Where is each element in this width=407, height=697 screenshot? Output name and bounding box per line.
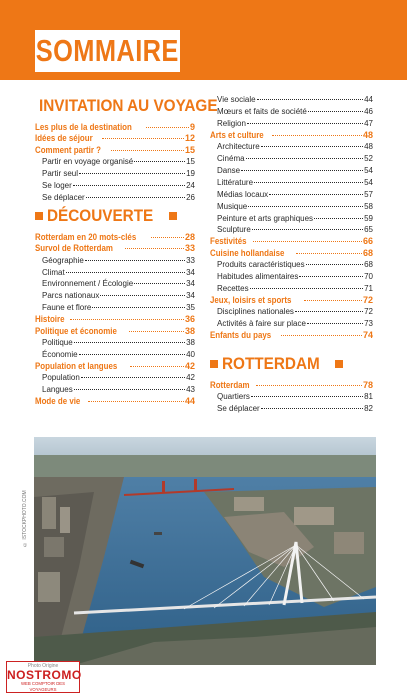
toc-leader-dots: [74, 342, 185, 343]
toc-entry-label: Population: [42, 373, 80, 383]
nostromo-stamp: [6, 661, 80, 693]
toc-subentry: [210, 259, 373, 271]
toc-page-number: 68: [364, 260, 373, 270]
toc-page-number: 74: [362, 330, 373, 341]
toc-page-number: 12: [184, 133, 195, 144]
toc-subentry: [210, 213, 373, 225]
toc-leader-dots: [252, 229, 363, 230]
toc-page-number: 72: [362, 294, 373, 305]
toc-section-heading: [35, 96, 218, 116]
toc-entry-label: Géographie: [42, 255, 84, 265]
toc-entry-label: Survol de Rotterdam: [35, 243, 113, 254]
toc-page-number: 40: [186, 349, 195, 359]
toc-entry-label: Se déplacer: [42, 192, 85, 202]
toc-leader-dots: [269, 194, 363, 195]
toc-leader-dots: [247, 123, 363, 124]
toc-page-number: 65: [364, 225, 373, 235]
toc-subentry: [35, 337, 195, 349]
toc-subentry: [35, 156, 195, 168]
toc-page-number: 34: [186, 291, 195, 301]
toc-entry: [210, 330, 373, 341]
toc-entry-label: Mode de vie: [35, 396, 81, 407]
toc-entry: [35, 396, 195, 407]
toc-subentry: [35, 180, 195, 192]
header-divider: [0, 80, 407, 82]
toc-entry-label: Quartiers: [217, 391, 250, 401]
toc-entry-label: Jeux, loisirs et sports: [210, 294, 292, 305]
toc-section-heading: [35, 206, 195, 226]
toc-page-number: 68: [362, 247, 373, 258]
toc-subentry: [35, 255, 195, 267]
toc-leader-dots: [74, 389, 185, 390]
toc-page-number: 15: [184, 144, 195, 155]
toc-entry-label: Se déplacer: [217, 403, 260, 413]
toc-leader-dots: [100, 295, 185, 296]
toc-entry-label: Environnement / Écologie: [42, 279, 134, 289]
square-bullet-icon: [335, 360, 343, 368]
toc-leader-dots: [102, 138, 184, 139]
toc-page-number: 70: [364, 272, 373, 282]
toc-leader-dots: [253, 241, 362, 242]
toc-page-number: 33: [186, 255, 195, 265]
toc-subentry: [210, 391, 373, 403]
aerial-photo: [34, 437, 376, 665]
toc-leader-dots: [129, 331, 184, 332]
toc-leader-dots: [248, 206, 363, 207]
toc-entry: [210, 295, 373, 306]
toc-leader-dots: [308, 111, 363, 112]
toc-left-column: [35, 94, 218, 407]
toc-page-number: 44: [184, 396, 195, 407]
toc-leader-dots: [151, 237, 184, 238]
toc-spacer: [210, 342, 373, 352]
toc-page-number: 38: [186, 338, 195, 347]
toc-page-number: 34: [186, 279, 195, 289]
toc-page-number: 42: [184, 360, 195, 371]
toc-page-number: 59: [364, 213, 373, 223]
toc-subentry: [35, 192, 195, 204]
toc-entry-label: Habitudes alimentaires: [217, 272, 299, 282]
toc-entry-label: Climat: [42, 267, 65, 277]
toc-right-column: [210, 94, 373, 415]
toc-subentry: [210, 201, 373, 213]
toc-entry-label: Partir seul: [42, 169, 79, 179]
toc-subentry: [210, 153, 373, 165]
toc-leader-dots: [306, 264, 364, 265]
toc-page-number: 46: [364, 106, 373, 116]
toc-entry-label: Langues: [42, 385, 73, 395]
toc-leader-dots: [261, 146, 363, 147]
toc-page-number: 28: [184, 231, 195, 242]
toc-entry: [35, 145, 195, 156]
toc-leader-dots: [314, 218, 363, 219]
toc-entry-label: Religion: [217, 118, 246, 128]
toc-leader-dots: [92, 307, 185, 308]
toc-entry-label: Arts et culture: [210, 129, 264, 140]
toc-entry-label: Mœurs et faits de société: [217, 106, 307, 116]
toc-leader-dots: [70, 319, 184, 320]
toc-leader-dots: [281, 335, 362, 336]
toc-entry-label: Disciplines nationales: [217, 307, 294, 317]
toc-page-number: 33: [184, 243, 195, 254]
toc-entry-label: Population et langues: [35, 360, 118, 371]
toc-entry-label: Architecture: [217, 142, 260, 152]
toc-leader-dots: [261, 408, 363, 409]
toc-entry-label: Idées de séjour: [35, 133, 93, 144]
toc-leader-dots: [73, 185, 185, 186]
toc-entry-label: Rotterdam en 20 mots-clés: [35, 231, 137, 242]
toc-subentry: [210, 189, 373, 201]
toc-leader-dots: [130, 366, 184, 367]
toc-page-number: 48: [364, 142, 373, 152]
toc-page-number: 71: [364, 284, 373, 293]
toc-entry-label: Peinture et arts graphiques: [217, 213, 314, 223]
toc-entry: [35, 133, 195, 144]
toc-leader-dots: [251, 396, 363, 397]
toc-subentry: [35, 384, 195, 396]
toc-subentry: [210, 106, 373, 118]
toc-entry: [35, 314, 195, 325]
toc-subentry: [210, 224, 373, 236]
toc-page-number: 48: [362, 129, 373, 140]
toc-page-number: 9: [189, 122, 195, 132]
toc-leader-dots: [88, 401, 184, 402]
toc-leader-dots: [79, 173, 185, 174]
toc-leader-dots: [146, 127, 189, 128]
toc-leader-dots: [254, 182, 363, 183]
toc-leader-dots: [257, 99, 364, 100]
square-bullet-icon: [169, 212, 177, 220]
toc-entry: [35, 122, 195, 133]
toc-leader-dots: [241, 170, 363, 171]
toc-entry-label: Festivités: [210, 236, 247, 247]
toc-leader-dots: [307, 323, 363, 324]
toc-leader-dots: [256, 385, 362, 386]
toc-subentry: [210, 177, 373, 189]
toc-page-number: 73: [364, 319, 373, 329]
toc-entry-label: Musique: [217, 201, 248, 211]
toc-leader-dots: [81, 377, 185, 378]
toc-entry: [210, 248, 373, 259]
toc-subentry: [210, 118, 373, 130]
toc-page-number: 43: [186, 385, 195, 395]
section-heading-label: ROTTERDAM: [222, 353, 320, 373]
aerial-photo-rotterdam-bridge-icon: [34, 437, 376, 665]
toc-page-number: 47: [364, 118, 373, 128]
toc-entry-label: Comment partir ?: [35, 144, 102, 155]
toc-subentry: [210, 94, 373, 106]
toc-entry-label: Histoire: [35, 314, 65, 325]
toc-entry-label: Partir en voyage organisé: [42, 157, 134, 167]
toc-leader-dots: [304, 300, 362, 301]
toc-entry-label: Littérature: [217, 177, 254, 187]
toc-leader-dots: [246, 158, 364, 159]
title-box: [35, 30, 180, 72]
toc-page-number: 38: [184, 325, 195, 336]
toc-leader-dots: [86, 197, 185, 198]
toc-subentry: [210, 141, 373, 153]
toc-entry-label: Les plus de la destination: [35, 122, 132, 132]
toc-page-number: 66: [362, 236, 373, 247]
toc-subentry: [210, 165, 373, 177]
toc-page-number: 15: [186, 157, 195, 167]
square-bullet-icon: [35, 212, 43, 220]
toc-page-number: 44: [364, 95, 373, 104]
toc-page-number: 54: [364, 177, 373, 187]
toc-subentry: [210, 318, 373, 330]
photo-credit: © ISTOCKPHOTO.COM: [22, 490, 28, 547]
toc-subentry: [35, 267, 195, 279]
toc-leader-dots: [111, 150, 184, 151]
toc-entry-label: Rotterdam: [210, 379, 250, 390]
toc-page-number: 19: [186, 169, 195, 179]
stamp-top-text: Photo Origine: [27, 663, 59, 669]
section-heading-label: INVITATION AU VOYAGE: [39, 96, 218, 115]
toc-subentry: [35, 290, 195, 302]
toc-entry: [35, 361, 195, 372]
toc-subentry: [35, 349, 195, 361]
toc-subentry: [210, 403, 373, 415]
toc-subentry: [210, 271, 373, 283]
toc-entry-label: Parcs nationaux: [42, 291, 100, 301]
toc-leader-dots: [134, 283, 185, 284]
toc-page-number: 78: [362, 379, 373, 390]
stamp-name: NOSTROMO: [7, 668, 82, 682]
toc-entry-label: Produits caractéristiques: [217, 260, 305, 270]
toc-entry-label: Danse: [217, 165, 241, 175]
toc-entry-label: Médias locaux: [217, 189, 269, 199]
toc-subentry: [35, 278, 195, 290]
toc-leader-dots: [85, 260, 185, 261]
toc-page-number: 35: [186, 303, 195, 313]
toc-entry: [210, 130, 373, 141]
toc-page-number: 42: [186, 373, 195, 383]
toc-subentry: [210, 283, 373, 295]
toc-entry: [35, 243, 195, 254]
toc-page-number: 52: [364, 154, 373, 164]
toc-entry: [210, 380, 373, 391]
toc-page-number: 81: [364, 391, 373, 401]
toc-entry-label: Recettes: [217, 284, 249, 293]
toc-entry-label: Cinéma: [217, 154, 245, 164]
toc-entry: [35, 232, 195, 243]
toc-leader-dots: [272, 135, 362, 136]
toc-entry-label: Faune et flore: [42, 303, 92, 313]
toc-leader-dots: [134, 161, 185, 162]
toc-page-number: 58: [364, 201, 373, 211]
toc-entry: [210, 236, 373, 247]
toc-page-number: 26: [186, 192, 195, 202]
toc-leader-dots: [125, 248, 184, 249]
toc-page-number: 34: [186, 267, 195, 277]
toc-leader-dots: [295, 311, 363, 312]
toc-leader-dots: [299, 276, 363, 277]
toc-entry-label: Politique: [42, 338, 73, 347]
toc-leader-dots: [79, 354, 186, 355]
toc-page-number: 36: [184, 314, 195, 325]
toc-page-number: 57: [364, 189, 373, 199]
toc-section-heading: [210, 354, 373, 374]
toc-leader-dots: [250, 288, 364, 289]
toc-page-number: 72: [364, 307, 373, 317]
toc-entry-label: Sculpture: [217, 225, 251, 235]
stamp-tagline: WEB COMPTOIR DES VOYAGEURS: [20, 681, 66, 692]
toc-entry-label: Se loger: [42, 181, 72, 191]
toc-entry-label: Vie sociale: [217, 95, 256, 104]
toc-leader-dots: [66, 272, 185, 273]
toc-entry-label: Politique et économie: [35, 325, 117, 336]
toc-subentry: [210, 306, 373, 318]
toc-entry-label: Activités à faire sur place: [217, 319, 306, 329]
toc-leader-dots: [296, 253, 362, 254]
toc-entry-label: Économie: [42, 349, 78, 359]
toc-subentry: [35, 168, 195, 180]
toc-page-number: 54: [364, 165, 373, 175]
section-heading-label: DÉCOUVERTE: [47, 205, 154, 225]
toc-subentry: [35, 372, 195, 384]
toc-page-number: 24: [186, 181, 195, 191]
toc-page-number: 82: [364, 403, 373, 413]
toc-subentry: [35, 302, 195, 314]
page-title: SOMMAIRE: [35, 33, 180, 68]
square-bullet-icon: [210, 360, 218, 368]
toc-entry-label: Cuisine hollandaise: [210, 247, 285, 258]
toc-entry: [35, 326, 195, 337]
toc-entry-label: Enfants du pays: [210, 330, 272, 341]
